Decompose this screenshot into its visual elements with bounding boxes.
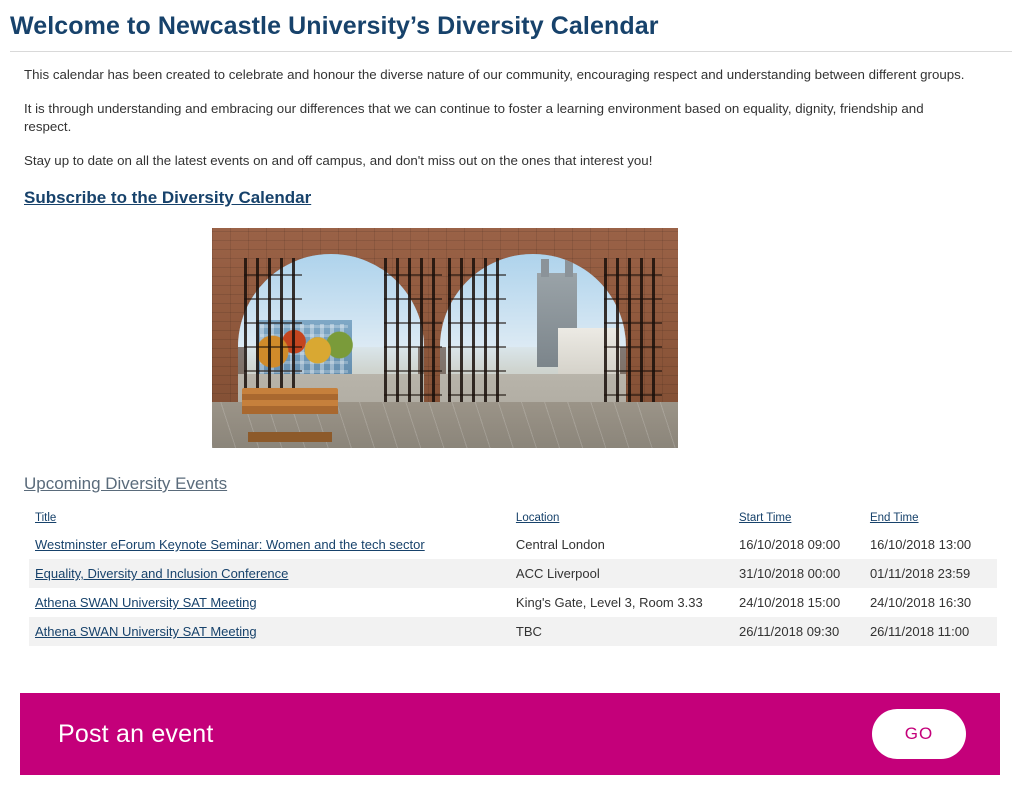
intro-paragraph-1: This calendar has been created to celebrate and honour the diverse nature of our community, encouraging respect and understanding between different groups. xyxy=(24,67,965,82)
event-title-link[interactable]: Westminster eForum Keynote Seminar: Women and the tech sector xyxy=(35,537,425,552)
intro-paragraph-2: It is through understanding and embracing our differences that we can continue to foster a learning environment based on equality, dignity, friendship and respect. xyxy=(24,101,924,134)
page-title: Welcome to Newcastle University’s Diversity Calendar xyxy=(10,12,659,40)
go-button[interactable]: GO xyxy=(872,709,966,759)
column-header-start-time[interactable]: Start Time xyxy=(738,512,792,524)
event-start-cell: 24/10/2018 15:00 xyxy=(738,595,841,610)
event-end-cell: 26/11/2018 11:00 xyxy=(869,624,970,639)
event-location-cell: King's Gate, Level 3, Room 3.33 xyxy=(515,595,703,610)
table-header-row xyxy=(29,508,997,530)
event-end-cell: 01/11/2018 23:59 xyxy=(869,566,971,581)
event-title-link[interactable]: Athena SWAN University SAT Meeting xyxy=(35,595,257,610)
table-row xyxy=(29,559,997,588)
event-end-cell: 24/10/2018 16:30 xyxy=(869,595,972,610)
events-table xyxy=(29,508,997,646)
campus-gates-image xyxy=(212,228,678,448)
events-table-body xyxy=(29,530,997,646)
table-row xyxy=(29,588,997,617)
intro-paragraph-3: Stay up to date on all the latest events on and off campus, and don't miss out on the ones that interest you! xyxy=(24,153,653,168)
event-start-cell: 16/10/2018 09:00 xyxy=(738,537,841,552)
event-title-link[interactable]: Athena SWAN University SAT Meeting xyxy=(35,624,257,639)
column-header-end-time[interactable]: End Time xyxy=(869,512,919,524)
column-header-location[interactable]: Location xyxy=(515,512,560,524)
event-end-cell: 16/10/2018 13:00 xyxy=(869,537,972,552)
event-location-cell: TBC xyxy=(515,624,542,639)
events-table-head xyxy=(29,508,997,530)
event-location-cell: Central London xyxy=(515,537,605,552)
event-title-cell xyxy=(29,617,510,646)
event-location-cell: ACC Liverpool xyxy=(515,566,600,581)
event-start-cell: 26/11/2018 09:30 xyxy=(738,624,840,639)
event-title-cell xyxy=(29,559,510,588)
wooden-bench xyxy=(242,388,338,432)
event-title-cell xyxy=(29,588,510,617)
post-an-event-label: Post an event xyxy=(58,719,214,748)
event-title-cell xyxy=(29,530,510,559)
photo-inner xyxy=(212,228,678,448)
event-title-link[interactable]: Equality, Diversity and Inclusion Conference xyxy=(35,566,289,581)
column-header-title[interactable]: Title xyxy=(35,512,57,524)
upcoming-events-heading[interactable]: Upcoming Diversity Events xyxy=(24,474,228,493)
table-row xyxy=(29,530,997,559)
subscribe-calendar-link[interactable]: Subscribe to the Diversity Calendar xyxy=(24,188,312,207)
page-body xyxy=(0,52,1024,646)
event-start-cell: 31/10/2018 00:00 xyxy=(738,566,841,581)
post-an-event-banner xyxy=(20,693,1000,775)
table-row xyxy=(29,617,997,646)
